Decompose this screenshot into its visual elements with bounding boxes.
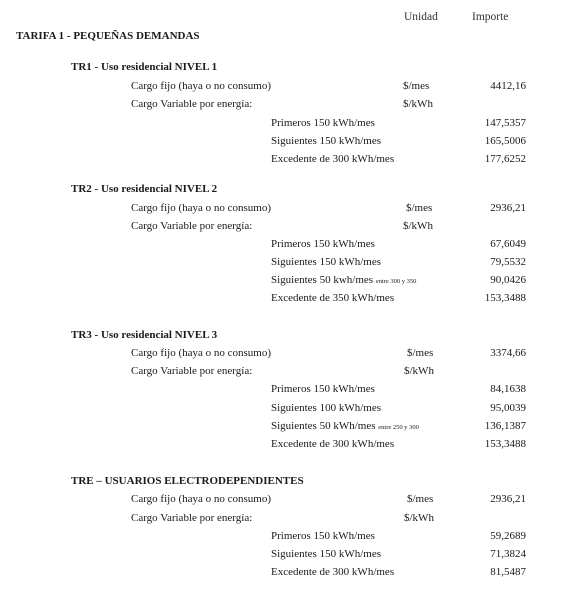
tier-value: 90,0426 <box>490 274 526 286</box>
cargo-fijo-label: Cargo fijo (haya o no consumo) <box>131 202 272 214</box>
cargo-variable-unit: $/kWh <box>403 98 433 110</box>
section-heading: TRE – USUARIOS ELECTRODEPENDIENTES <box>71 475 304 487</box>
tier-label: Primeros 150 kWh/mes <box>271 117 375 129</box>
tier-value: 84,1638 <box>490 383 526 395</box>
tier-value: 136,1387 <box>484 420 526 432</box>
tier-label <box>271 420 419 434</box>
document-title: TARIFA 1 - PEQUEÑAS DEMANDAS <box>16 30 200 42</box>
cargo-variable-label: Cargo Variable por energía: <box>131 512 253 524</box>
tier-label: Siguientes 150 kWh/mes <box>271 548 381 560</box>
cargo-variable-label: Cargo Variable por energía: <box>131 365 253 377</box>
tier-label-text: Siguientes 50 kwh/mes <box>271 274 374 286</box>
tier-label: Primeros 150 kWh/mes <box>271 238 375 250</box>
tier-value: 67,6049 <box>490 238 526 250</box>
tier-value: 79,5532 <box>490 256 526 268</box>
tier-value: 95,0039 <box>490 402 526 414</box>
cargo-fijo-value: 2936,21 <box>490 493 526 505</box>
tier-label: Excedente de 300 kWh/mes <box>271 438 395 450</box>
cargo-fijo-value: 4412,16 <box>490 80 526 92</box>
cargo-variable-unit: $/kWh <box>403 220 433 232</box>
tier-note: entre 250 y 300 <box>378 424 419 431</box>
tier-label: Siguientes 150 kWh/mes <box>271 135 381 147</box>
tier-value: 71,3824 <box>490 548 526 560</box>
cargo-fijo-label: Cargo fijo (haya o no consumo) <box>131 347 272 359</box>
tier-label: Primeros 150 kWh/mes <box>271 530 375 542</box>
tier-label <box>271 274 416 288</box>
cargo-fijo-label: Cargo fijo (haya o no consumo) <box>131 80 272 92</box>
section-heading: TR3 - Uso residencial NIVEL 3 <box>71 329 218 341</box>
cargo-variable-unit: $/kWh <box>404 365 434 377</box>
cargo-fijo-unit: $/mes <box>406 202 433 214</box>
tier-value: 153,3488 <box>484 438 526 450</box>
tier-label: Primeros 150 kWh/mes <box>271 383 375 395</box>
cargo-fijo-value: 3374,66 <box>490 347 526 359</box>
tier-label-text: Siguientes 50 kWh/mes <box>271 420 376 432</box>
tier-value: 177,6252 <box>484 153 526 165</box>
tier-label: Siguientes 100 kWh/mes <box>271 402 381 414</box>
tier-value: 81,5487 <box>490 566 526 578</box>
tier-label: Excedente de 300 kWh/mes <box>271 566 395 578</box>
tier-note: entre 300 y 350 <box>375 278 417 285</box>
tier-value: 165,5006 <box>484 135 526 147</box>
tier-label: Siguientes 150 kWh/mes <box>271 256 381 268</box>
cargo-variable-label: Cargo Variable por energía: <box>131 98 253 110</box>
cargo-fijo-unit: $/mes <box>403 80 430 92</box>
cargo-fijo-value: 2936,21 <box>490 202 526 214</box>
tier-value: 147,5357 <box>484 117 526 129</box>
section-heading: TR2 - Uso residencial NIVEL 2 <box>71 183 218 195</box>
cargo-variable-unit: $/kWh <box>404 512 434 524</box>
tier-value: 153,3488 <box>484 292 526 304</box>
section-heading: TR1 - Uso residencial NIVEL 1 <box>71 61 218 73</box>
cargo-fijo-unit: $/mes <box>407 493 434 505</box>
tier-label: Excedente de 300 kWh/mes <box>271 153 395 165</box>
cargo-variable-label: Cargo Variable por energía: <box>131 220 253 232</box>
column-header-unidad: Unidad <box>404 11 438 23</box>
cargo-fijo-label: Cargo fijo (haya o no consumo) <box>131 493 272 505</box>
tier-value: 59,2689 <box>490 530 526 542</box>
column-header-importe: Importe <box>472 11 509 23</box>
tier-label: Excedente de 350 kWh/mes <box>271 292 395 304</box>
cargo-fijo-unit: $/mes <box>407 347 434 359</box>
